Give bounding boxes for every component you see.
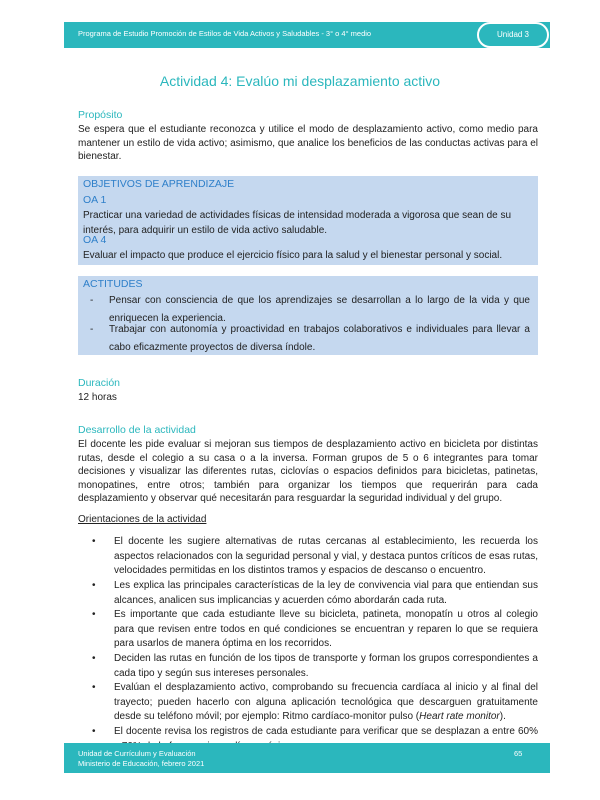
proposito-heading: Propósito <box>78 109 123 121</box>
objetivos-heading: OBJETIVOS DE APRENDIZAJE <box>83 178 235 190</box>
oa1-text: Practicar una variedad de actividades físicas de intensidad moderada a vigorosa que sean de su interés, para adquirir un estilo de vida activo saludable. <box>83 210 512 236</box>
activity-title: Actividad 4: Evalúo mi desplazamiento activo <box>159 73 441 89</box>
oa4-code: OA 4 <box>83 234 107 246</box>
list-item-text <box>114 681 538 725</box>
proposito-text: Se espera que el estudiante reconozca y utilice el modo de desplazamiento activo, como medio para mantener un estilo de vida activo; asimismo, que analice los beneficios de las conductas activas para el bienestar. <box>78 124 538 162</box>
bullet-icon: • <box>92 580 96 591</box>
footer-line2: Ministerio de Educación, febrero 2021 <box>78 759 205 768</box>
duracion-heading: Duración <box>78 377 121 389</box>
objetivos-box <box>78 176 538 265</box>
oa1-code: OA 1 <box>83 194 107 206</box>
duracion-text: 12 horas <box>78 392 117 403</box>
bullet-icon: • <box>92 609 96 620</box>
actitudes-box <box>78 276 538 355</box>
actitud-text: Trabajar con autonomía y proactividad en trabajos colaborativos e individuales para llevar a cabo eficazmente proyectos de diversa índole. <box>109 324 530 353</box>
unit-label: Unidad 3 <box>496 30 530 39</box>
app-name: Heart rate monitor <box>419 711 500 722</box>
bullet-icon: • <box>92 536 96 547</box>
list-item-text: El docente revisa los registros de cada estudiante para verificar que se desplazan a entre 60% <box>114 726 538 737</box>
footer-line1: Unidad de Currículum y Evaluación <box>78 749 196 758</box>
orientaciones-heading: Orientaciones de la actividad <box>78 514 207 525</box>
actitud-dash: - <box>90 324 94 335</box>
oa4-text: Evaluar el impacto que produce el ejercicio físico para la salud y el bienestar personal y social. <box>83 250 503 261</box>
list-item-text: El docente les sugiere alternativas de rutas cercanas al establecimiento, les recuerda los aspectos relacionados con la seguridad personal y vial, y destaca puntos críticos de esas rutas, velocidades permitidas en los distintos tramos y espacios de descanso o encuentro. <box>114 536 538 576</box>
actitud-text: Pensar con consciencia de que los aprendizajes se desarrollan a lo largo de la vida y que enriquecen la experiencia. <box>109 295 530 324</box>
desarrollo-heading: Desarrollo de la actividad <box>78 424 196 436</box>
bullet-icon: • <box>92 726 96 737</box>
list-item-text-main: Evalúan el desplazamiento activo, comprobando su frecuencia cardíaca al inicio y al final del trayecto; pueden hacerlo con alguna aplicación tecnológica que descarguen gratuitamente desde su teléfono móvil; por ejemplo: Ritmo cardíaco-monitor pulso ( <box>114 682 538 722</box>
list-item-text: Es importante que cada estudiante lleve su bicicleta, patineta, monopatín u otros al colegio para que revisen entre todos en qué condiciones se encuentran y reparen lo que se requiera para usarlos de manera óptima en los recorridos. <box>114 609 538 649</box>
bullet-icon: • <box>92 682 96 693</box>
actitud-dash: - <box>90 295 94 306</box>
desarrollo-text: El docente les pide evaluar si mejoran sus tiempos de desplazamiento activo en bicicleta por distintas rutas, desde el colegio a su casa o a la inversa. Forman grupos de 5 o 6 integrantes para tomar decisiones y visualizar las diferentes rutas, ciclovías o espacios definidos para bicicletas, patinetas, monopatines, entre otros; también para organizar los tiempos que requerirán para cada desplazamiento y observar qué necesitarán para resguardar la seguridad individual y del grupo. <box>78 439 538 504</box>
program-title: Programa de Estudio Promoción de Estilos de Vida Activos y Saludables - 3° o 4° medio <box>78 29 372 38</box>
list-item-text: Deciden las rutas en función de los tipos de transporte y forman los grupos correspondientes a cada tipo y según sus intereses personales. <box>114 653 538 679</box>
bullet-icon: • <box>92 653 96 664</box>
unit-badge <box>477 22 549 48</box>
list-item-text-end: ). <box>499 711 506 722</box>
page-number: 65 <box>514 749 523 758</box>
actitudes-heading: ACTITUDES <box>83 278 143 290</box>
footer-bar <box>64 743 550 773</box>
list-item-text: Les explica las principales características de la ley de convivencia vial para que entiendan sus alcances, analicen sus implicancias y acuerden cómo abordarán cada ruta. <box>114 580 538 606</box>
